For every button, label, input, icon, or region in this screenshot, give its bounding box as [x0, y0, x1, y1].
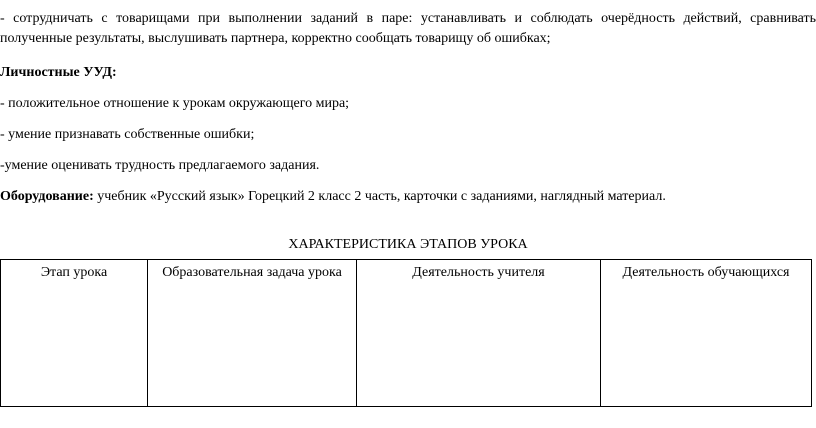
- header-student-activity: Деятельность обучающихся: [601, 260, 812, 407]
- header-teacher-activity: Деятельность учителя: [357, 260, 601, 407]
- equipment-line: [0, 187, 666, 207]
- personal-item-1: - положительное отношение к урокам окружающего мира;: [0, 96, 350, 111]
- table-header-row: [1, 260, 812, 407]
- lesson-stages-table: [0, 259, 812, 407]
- table-title: ХАРАКТЕРИСТИКА ЭТАПОВ УРОКА: [288, 237, 528, 252]
- personal-item-2: - умение признавать собственные ошибки;: [0, 127, 255, 142]
- personal-item-3: -умение оценивать трудность предлагаемого задания.: [0, 158, 320, 173]
- cooperation-paragraph: - сотрудничать с товарищами при выполнении заданий в паре: устанавливать и соблюдать очерёдность действий, сравнивать полученные результаты, выслушивать партнера, корректно сообщать товарищу об ошибках;: [0, 11, 816, 46]
- personal-uud-heading: Личностные УУД:: [0, 65, 117, 80]
- equipment-text: учебник «Русский язык» Горецкий 2 класс 2 часть, карточки с заданиями, наглядный материал.: [93, 189, 666, 204]
- header-stage: Этап урока: [1, 260, 148, 407]
- equipment-label: Оборудование:: [0, 189, 94, 204]
- header-educational-task: Образовательная задача урока: [148, 260, 357, 407]
